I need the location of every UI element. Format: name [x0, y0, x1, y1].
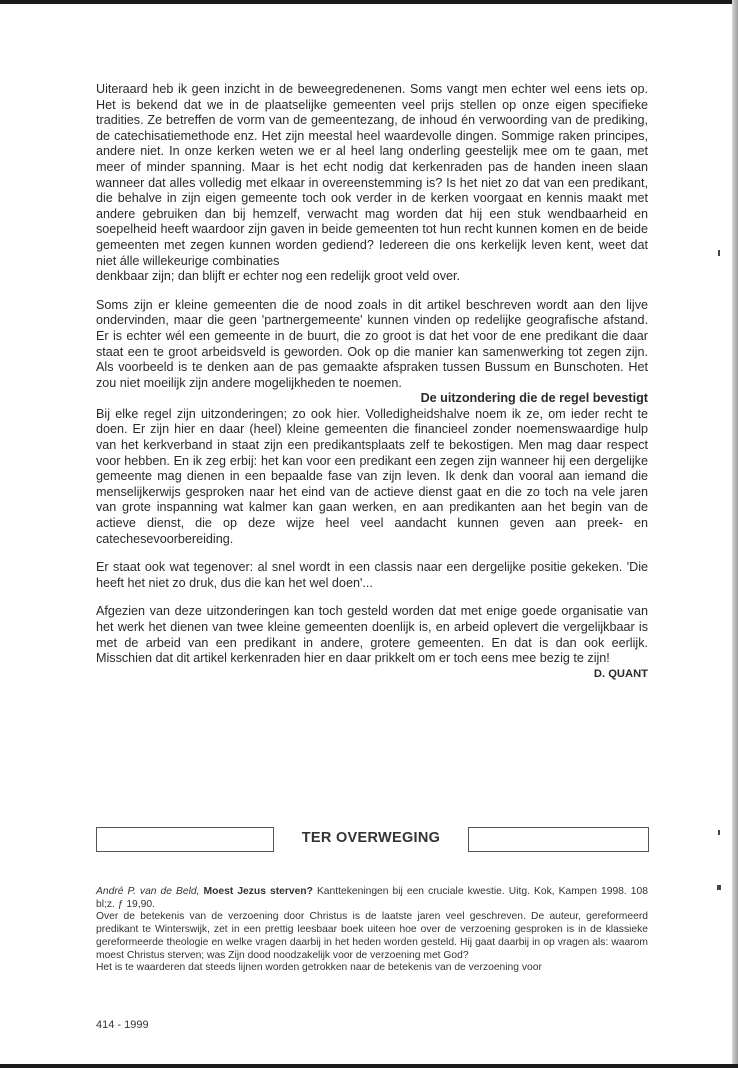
article-paragraph: Soms zijn er kleine gemeenten die de nood zoals in dit artikel beschreven wordt aan den lijve ondervinden, maar die geen 'partnergemeente' kunnen vinden op redelijke geografische afstand. Er is echter wél een gemeente in de buurt, die zo groot is dat het voor de ene predikant die daar staat een te groot arbeidsveld is geworden. Ook op die manier kan samenwerking tot zegen zijn. Als voorbeeld is te denken aan de pas gemaakte afspraken tussen Bussum en Bunschoten. Het zou niet moeilijk zijn andere mogelijkheden te noemen. [96, 297, 648, 390]
scan-edge-right [732, 0, 738, 1068]
article-paragraph: Afgezien van deze uitzonderingen kan toch gesteld worden dat met enige goede organisatie van het werk het dienen van twee kleine gemeenten doenlijk is, en arbeid oplevert die vergelijkbaar is met de arbeid van een predikant in andere, grotere gemeenten. En dat is dan ook eerlijk. Misschien dat dit artikel kerkenraden hier en daar prikkelt om er toch eens mee bezig te zijn! [96, 604, 648, 666]
section-rule-box-right [468, 827, 649, 852]
article-paragraph: Er staat ook wat tegenover: al snel wordt in een classis naar een dergelijke positie gekeken. 'Die heeft het niet zo druk, dus die kan het wel doen'... [96, 560, 648, 590]
scan-edge-top [0, 0, 738, 4]
article-paragraph: denkbaar zijn; dan blijft er echter nog een redelijk groot veld over. [96, 269, 461, 284]
scan-edge-bottom [0, 1064, 738, 1068]
author-signature: D. QUANT [593, 667, 648, 680]
review-paragraph: Over de betekenis van de verzoening door Christus is de laatste jaren veel geschreven. De auteur, gereformeerd predikant te Winterswijk, zet in een prettig leesbaar boek uiteen hoe over de verzoening gesproken is in de klassieke gereformeerde theologie en welke vragen daarbij in het heden worden gesteld. Hij gaat daarbij in op vragen als: waarom moest Christus sterven; was Zijn dood noodzakelijk voor de verzoening met God? [96, 911, 648, 961]
review-paragraph: Het is te waarderen dat steeds lijnen worden getrokken naar de betekenis van de verzoening voor [96, 962, 542, 974]
scan-speck [717, 885, 721, 890]
section-heading: De uitzondering die de regel bevestigt [420, 391, 648, 406]
article-body [96, 82, 648, 682]
article-paragraph: Bij elke regel zijn uitzonderingen; zo ook hier. Volledigheidshalve noem ik ze, om ieder recht te doen. Er zijn hier en daar (heel) kleine gemeenten die financieel zonder noemenswaardige hulp van het kerkverband in staat zijn een predikantsplaats zelf te bekostigen. Men mag daar respect voor hebben. En ik zeg erbij: het kan voor een predikant een zegen zijn wanneer hij een dergelijke gemeente mag dienen in een bepaalde fase van zijn leven. Ik denk dan vooral aan iemand die menselijkerwijs gesproken naar het eind van de actieve dienst gaat en die zo toch na vele jaren van grote inspanning wat kalmer kan gaan werken, en aan predikanten aan het begin van de actieve dienst, die op deze wijze heel veel aandacht kunnen geven aan preek- en catechesevoorbereiding. [96, 406, 648, 546]
section-rule-box-left [96, 827, 274, 852]
scan-speck [718, 830, 720, 835]
page-number: 414 - 1999 [96, 1019, 149, 1031]
review-author: André P. van de Beld, [96, 886, 200, 897]
article-paragraph: Uiteraard heb ik geen inzicht in de beweegredenenen. Soms vangt men echter wel eens iets op. Het is bekend dat we in de plaatselijke gemeenten veel prijs stellen op onze eigen specifieke tradities. Ze betreffen de vorm van de gemeentezang, de inhoud én verwoording van de prediking, de catechisatiemethode enz. Het zijn meestal heel waardevolle dingen. Sommige raken principes, andere niet. In onze kerken weten we er al heel lang onderling geestelijk mee om te gaan, met meer of minder spanning. Maar is het echt nodig dat kerkenraden pas de handen ineen slaan wanneer dat alles volledig met elkaar in overeenstemming is? Is het niet zo dat van een predikant, die behalve in zijn eigen gemeente toch ook verder in de kerken voorgaat en kennis maakt met andere gebruiken dan bij hemzelf, verwacht mag worden dat hij een stuk wendbaarheid en soepelheid heeft waardoor zijn gaven in beide gemeenten tot hun recht kunnen komen en de beide gemeenten met zegen kunnen worden gediend? Iedereen die ons kerkelijk leven kent, weet dat niet álle willekeurige combinaties [96, 82, 648, 268]
review-publication: Kanttekeningen bij een cruciale kwestie. Uitg. Kok, Kampen 1998. 108 bl;z. ƒ 19,90. [96, 886, 648, 910]
book-review [96, 886, 648, 975]
review-citation [96, 886, 648, 911]
review-book-title: Moest Jezus sterven? [203, 886, 313, 897]
scan-speck [718, 250, 720, 256]
section-title: TER OVERWEGING [301, 830, 441, 846]
